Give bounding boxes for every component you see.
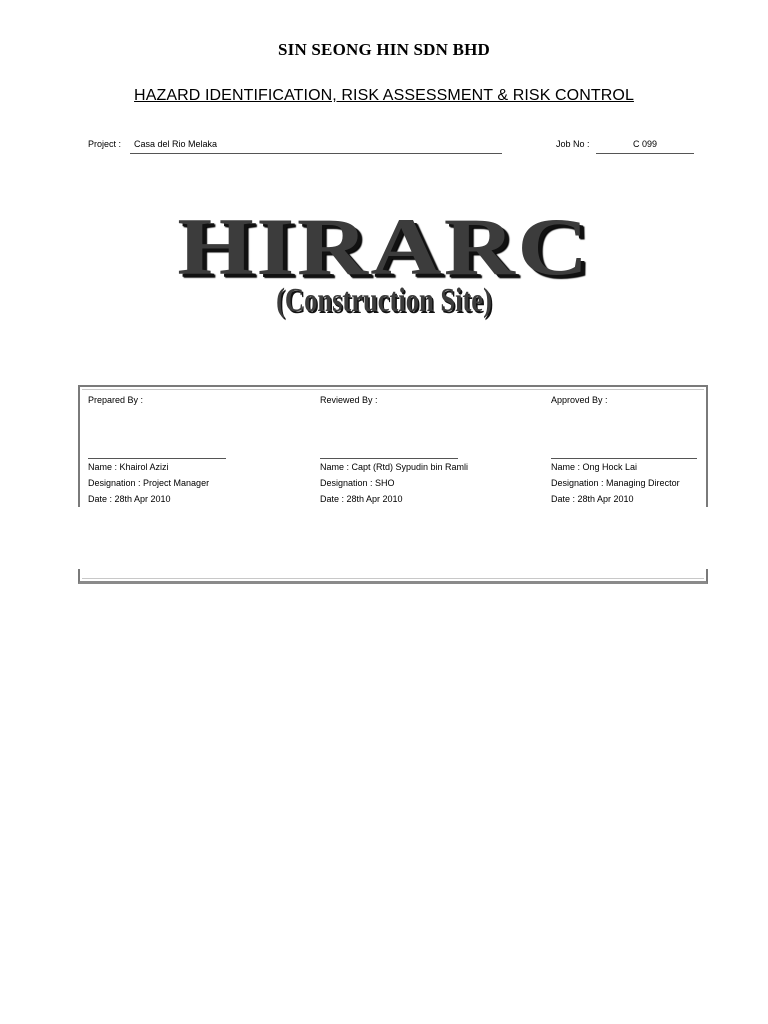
company-name: SIN SEONG HIN SDN BHD <box>277 40 491 59</box>
project-value: Casa del Rio Melaka <box>134 139 218 149</box>
approved-by-signature-line <box>551 458 697 459</box>
prepared-by-date: Date : 28th Apr 2010 <box>88 494 171 504</box>
reviewed-by-heading: Reviewed By : <box>320 395 378 405</box>
job-number-label: Job No : <box>556 139 590 149</box>
signature-block-inner-top <box>82 389 704 390</box>
approved-by-name: Name : Ong Hock Lai <box>551 462 638 472</box>
prepared-by-designation: Designation : Project Manager <box>88 478 210 488</box>
project-label: Project : <box>88 139 122 149</box>
signature-block-inner-bottom <box>82 578 704 579</box>
approved-by-heading: Approved By : <box>551 395 608 405</box>
job-number-value: C 099 <box>633 139 658 149</box>
document-title: HAZARD IDENTIFICATION, RISK ASSESSMENT & RISK CONTROL <box>134 87 634 104</box>
hirarc-logo-subtitle: (Construction Site) <box>276 282 492 319</box>
job-number-underline <box>596 153 694 154</box>
reviewed-by-date: Date : 28th Apr 2010 <box>320 494 403 504</box>
reviewed-by-signature-line <box>320 458 458 459</box>
hirarc-logo: HIRARC <box>177 201 591 292</box>
prepared-by-name: Name : Khairol Azizi <box>88 462 169 472</box>
signature-block-gap <box>77 507 709 569</box>
prepared-by-heading: Prepared By : <box>88 395 144 405</box>
signature-block <box>78 385 708 584</box>
prepared-by-signature-line <box>88 458 226 459</box>
reviewed-by-designation: Designation : SHO <box>320 478 395 488</box>
reviewed-by-name: Name : Capt (Rtd) Sypudin bin Ramli <box>320 462 469 472</box>
approved-by-designation: Designation : Managing Director <box>551 478 680 488</box>
approved-by-date: Date : 28th Apr 2010 <box>551 494 634 504</box>
project-underline <box>130 153 502 154</box>
